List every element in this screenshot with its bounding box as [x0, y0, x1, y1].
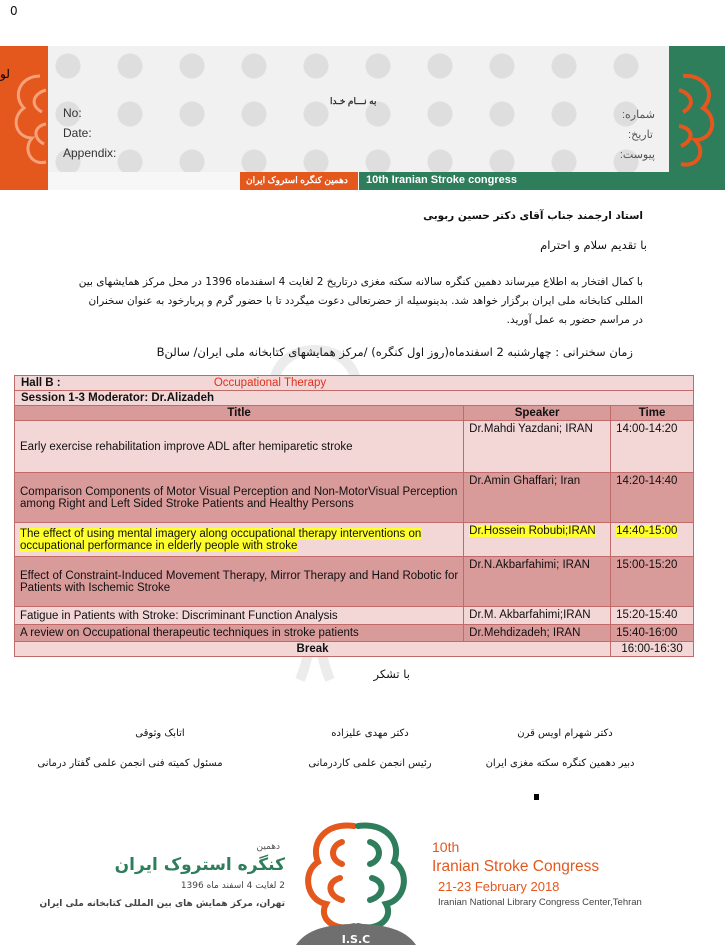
session-moderator: Session 1-3 Moderator: Dr.Alizadeh: [15, 391, 694, 406]
left-edge-text: لو: [0, 67, 10, 81]
recipient-line: استاد ارجمند جناب آقای دکتر حسین ربوبی: [423, 210, 643, 222]
brain-logo-icon: [296, 812, 416, 945]
footer-en-dates: 21-23 February 2018: [438, 879, 560, 894]
letterhead-right-green-bar: [669, 46, 725, 190]
greeting-line: با تقدیم سلام و احترام: [540, 238, 647, 252]
talk-title: Comparison Components of Motor Visual Perception and Non-MotorVisual Perception among Right and Left Sided Stroke Patients and Healthy Persons: [15, 473, 464, 523]
break-label: Break: [15, 642, 611, 657]
signature-role-3: مسئول کمیته فنی انجمن علمی گفتار درمانی: [37, 758, 223, 769]
talk-title: Fatigue in Patients with Stroke: Discriminant Function Analysis: [15, 607, 464, 625]
logo-letters: I.S.C: [341, 933, 371, 945]
footer-fa-dates: 2 لغایت 4 اسفند ماه 1396: [180, 881, 285, 891]
hall-row: [15, 376, 694, 391]
talk-time: 14:40-15:00: [616, 525, 678, 537]
talk-speaker: Dr.Amin Ghaffari; Iran: [464, 473, 611, 523]
table-row: [15, 557, 694, 607]
no-field-label: No:: [63, 106, 82, 120]
appendix-field-label-fa: پیوست:: [619, 149, 655, 161]
talk-speaker: Dr.N.Akbarfahimi; IRAN: [464, 557, 611, 607]
talk-title: Early exercise rehabilitation improve ADL after hemiparetic stroke: [15, 421, 464, 473]
footer-fa-title: کنگره استروک ایران: [114, 855, 285, 875]
talk-speaker: Dr.Mehdizadeh; IRAN: [464, 625, 611, 642]
green-brain-icon: [669, 46, 725, 190]
letter-body-line-1: با کمال افتخار به اطلاع میرساند دهمین کنگره سالانه سکته مغزی درتاریخ 2 لغایت 4 اسفندماه 1396 در محل مرکز همایشهای بین: [78, 276, 643, 288]
talk-time: 15:20-15:40: [611, 607, 694, 625]
talk-time: 15:40-16:00: [611, 625, 694, 642]
talk-time: 14:00-14:20: [611, 421, 694, 473]
bismillah-text: به نـــام خـدا: [330, 96, 377, 106]
page-marker: 0: [10, 4, 18, 18]
column-header-time: Time: [611, 406, 694, 421]
talk-time: 15:00-15:20: [611, 557, 694, 607]
stray-mark: [534, 794, 539, 800]
footer-fa-venue: تهران، مرکز همایش های بین المللی کتابخانه ملی ایران: [39, 899, 285, 909]
table-row-highlighted: [15, 523, 694, 557]
date-field-label: Date:: [63, 126, 92, 140]
column-header-row: [15, 406, 694, 421]
footer-fa-small: دهمین: [256, 842, 280, 852]
appendix-field-label: Appendix:: [63, 146, 117, 160]
letterhead: [0, 46, 725, 190]
talk-title: A review on Occupational therapeutic techniques in stroke patients: [15, 625, 464, 642]
date-field-label-fa: تاریخ:: [628, 129, 653, 141]
column-header-speaker: Speaker: [464, 406, 611, 421]
break-row: [15, 642, 694, 657]
table-row: [15, 625, 694, 642]
session-row: [15, 391, 694, 406]
footer-en-number: 10th: [432, 839, 460, 855]
signature-name-2: دکتر مهدی علیزاده: [331, 728, 409, 739]
letter-body-line-3: در مراسم حضور به عمل آورید.: [506, 314, 643, 326]
footer-en-title: Iranian Stroke Congress: [432, 858, 600, 875]
letterhead-band: [48, 172, 669, 190]
table-row: [15, 421, 694, 473]
signature-role-1: دبیر دهمین کنگره سکته مغزی ایران: [485, 758, 635, 769]
talk-title: The effect of using mental imagery along occupational therapy interventions on occupational performance in elderly people with stroke: [20, 527, 422, 552]
talk-time: 14:20-14:40: [611, 473, 694, 523]
table-row: [15, 473, 694, 523]
footer-en-venue: Iranian National Library Congress Center,Tehran: [438, 897, 642, 908]
hall-label: Hall B :: [21, 377, 61, 389]
letter-body-line-2: المللی کتابخانه ملی ایران برگزار خواهد شد. بدینوسیله از حضرتعالی دعوت میگردد تا با حضور گرم و پربارخود به عنوان سخنران: [88, 295, 643, 307]
signature-role-2: رئیس انجمن علمی کاردرمانی: [308, 758, 432, 769]
thanks-line: با تشکر: [373, 667, 410, 681]
break-time: 16:00-16:30: [611, 642, 694, 657]
talk-speaker: Dr.M. Akbarfahimi;IRAN: [464, 607, 611, 625]
table-row: [15, 607, 694, 625]
talk-speaker: Dr.Hossein Robubi;IRAN: [469, 525, 596, 537]
signature-name-3: اتابک وثوقی: [135, 728, 185, 739]
session-schedule-table: [14, 375, 694, 657]
talk-title: Effect of Constraint-Induced Movement Therapy, Mirror Therapy and Hand Robotic for Patients with Ischemic Stroke: [15, 557, 464, 607]
number-field-label-fa: شماره:: [621, 109, 655, 121]
track-title: Occupational Therapy: [213, 377, 327, 389]
band-persian-title: دهمین کنگره استروک ایران: [246, 175, 348, 185]
band-english-title: 10th Iranian Stroke congress: [366, 174, 517, 186]
talk-speaker: Dr.Mahdi Yazdani; IRAN: [464, 421, 611, 473]
lecture-time-line: زمان سخنرانی : چهارشنبه 2 اسفندماه(روز اول کنگره) /مرکز همایشهای کتابخانه ملی ایران/ سالنB: [156, 345, 633, 359]
signature-name-1: دکتر شهرام اویس قرن: [517, 728, 613, 739]
letterhead-pattern: [48, 46, 669, 172]
column-header-title: Title: [15, 406, 464, 421]
